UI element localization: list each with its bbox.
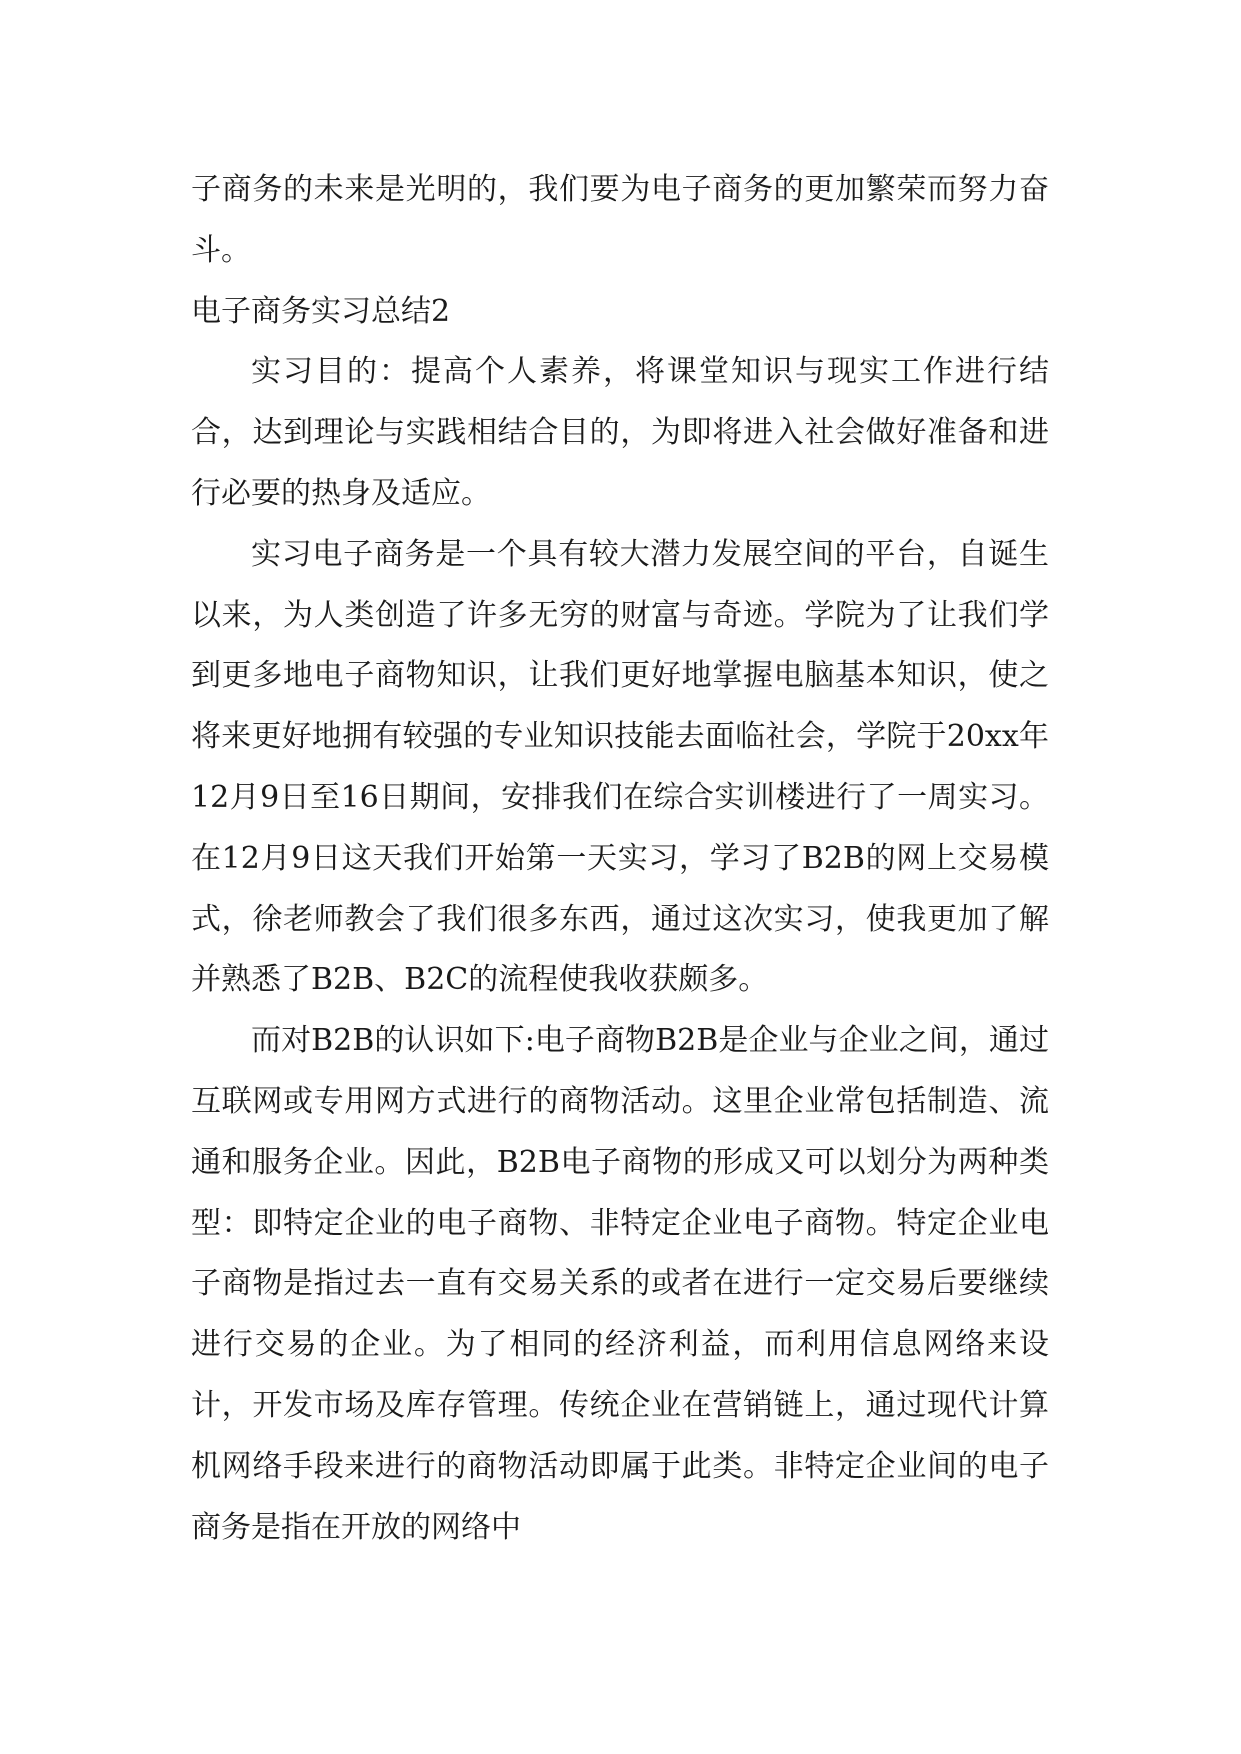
- document-body: [191, 160, 1049, 1558]
- section-heading: 电子商务实习总结2: [191, 293, 451, 329]
- paragraph-continuation: 子商务的未来是光明的，我们要为电子商务的更加繁荣而努力奋斗。: [191, 172, 1049, 268]
- paragraph-overview: 实习电子商务是一个具有较大潜力发展空间的平台，自诞生以来，为人类创造了许多无穷的财富与奇迹。学院为了让我们学到更多地电子商物知识，让我们更好地掌握电脑基本知识，使之将来更好地拥有较强的专业知识技能去面临社会，学院于20xx年12月9日至16日期间，安排我们在综合实训楼进行了一周实习。在12月9日这天我们开始第一天实习，学习了B2B的网上交易模式，徐老师教会了我们很多东西，通过这次实习，使我更加了解并熟悉了B2B、B2C的流程使我收获颇多。: [191, 536, 1049, 998]
- paragraph-b2b: 而对B2B的认识如下:电子商物B2B是企业与企业之间，通过互联网或专用网方式进行的商物活动。这里企业常包括制造、流通和服务企业。因此，B2B电子商物的形成又可以划分为两种类型：即特定企业的电子商物、非特定企业电子商物。特定企业电子商物是指过去一直有交易关系的或者在进行一定交易后要继续进行交易的企业。为了相同的经济利益，而利用信息网络来设计，开发市场及库存管理。传统企业在营销链上，通过现代计算机网络手段来进行的商物活动即属于此类。非特定企业间的电子商务是指在开放的网络中: [191, 1023, 1049, 1545]
- paragraph-purpose: 实习目的：提高个人素养，将课堂知识与现实工作进行结合，达到理论与实践相结合目的，为即将进入社会做好准备和进行必要的热身及适应。: [191, 354, 1049, 511]
